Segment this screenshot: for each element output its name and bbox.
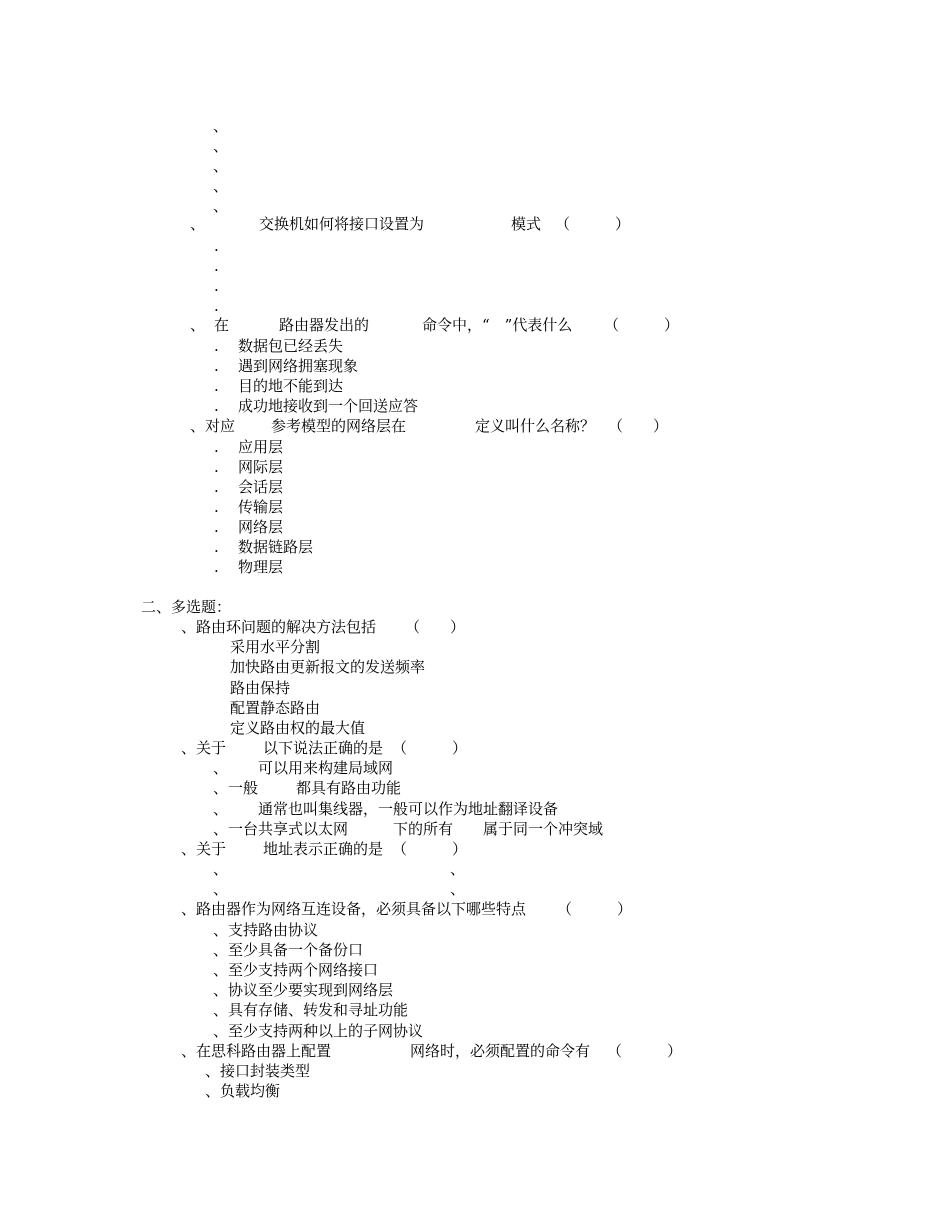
option-letter: .: [214, 337, 219, 355]
option-text: 定义路由权的最大值: [230, 719, 366, 737]
option-letter: .: [214, 498, 219, 516]
question-stem: 路由器发出的: [279, 316, 370, 334]
question-number: 、: [190, 215, 206, 233]
option-text: 数据包已经丢失: [238, 337, 344, 355]
option-text: 物理层: [238, 558, 284, 576]
question-stem: 、在思科路由器上配置: [181, 1042, 332, 1060]
option-letter: .: [214, 257, 219, 275]
question-stem: 地址表示正确的是: [263, 840, 384, 858]
question-stem: 、关于: [181, 840, 227, 858]
option-text: 、一台共享式以太网: [213, 820, 349, 838]
option-text: 、至少支持两个网络接口: [213, 961, 379, 979]
option-text: 数据链路层: [238, 538, 314, 556]
option-marker: 、: [213, 177, 229, 195]
question-stem: 参考模型的网络层在: [271, 417, 407, 435]
option-text: 传输层: [238, 498, 284, 516]
question-stem: 命令中，“ ”代表什么: [422, 316, 573, 334]
question-stem: 定义叫什么名称？: [475, 417, 596, 435]
option-letter: .: [214, 478, 219, 496]
option-text: 配置静态路由: [230, 699, 321, 717]
option-text: 、一般: [213, 779, 259, 797]
option-text: 、: [213, 800, 229, 818]
option-marker: 、: [213, 137, 229, 155]
option-text: 、支持路由协议: [213, 921, 319, 939]
option-marker: 、: [213, 157, 229, 175]
question-stem: 、关于: [181, 739, 227, 757]
option-letter: .: [214, 377, 219, 395]
option-marker: 、: [213, 860, 229, 878]
option-letter: .: [214, 458, 219, 476]
answer-parentheses: （ ）: [604, 316, 680, 334]
question-stem: 、路由器作为网络互连设备，必须具备以下哪些特点: [181, 900, 527, 918]
option-text: 应用层: [238, 438, 284, 456]
option-text: 、协议至少要实现到网络层: [213, 981, 394, 999]
section-heading: 二、多选题：: [141, 598, 232, 616]
answer-parentheses: （ ）: [392, 739, 468, 757]
question-stem: 以下说法正确的是: [263, 739, 384, 757]
answer-parentheses: （ ）: [557, 900, 633, 918]
option-text: 、至少支持两种以上的子网协议: [213, 1022, 424, 1040]
option-text: 加快路由更新报文的发送频率: [230, 658, 426, 676]
question-stem: 交换机如何将接口设置为: [259, 215, 425, 233]
option-text: 网际层: [238, 458, 284, 476]
option-marker: 、: [213, 117, 229, 135]
option-marker: 、: [450, 860, 466, 878]
option-letter: .: [214, 397, 219, 415]
question-stem: 、对应: [190, 417, 236, 435]
option-text: 目的地不能到达: [238, 377, 344, 395]
option-text: 、: [213, 759, 229, 777]
question-stem: 模式: [511, 215, 542, 233]
option-letter: .: [214, 518, 219, 536]
question-stem: 在: [214, 316, 230, 334]
option-letter: .: [214, 237, 219, 255]
question-stem: 、路由环问题的解决方法包括: [181, 618, 377, 636]
option-letter: .: [214, 558, 219, 576]
option-letter: .: [214, 297, 219, 315]
option-text: 下的所有: [393, 820, 454, 838]
option-text: 、负载均衡: [205, 1082, 281, 1100]
option-text: 成功地接收到一个回送应答: [238, 397, 419, 415]
option-letter: .: [214, 538, 219, 556]
option-letter: .: [214, 277, 219, 295]
answer-parentheses: （ ）: [555, 215, 631, 233]
option-marker: 、: [213, 197, 229, 215]
option-text: 通常也叫集线器，一般可以作为地址翻译设备: [258, 800, 559, 818]
option-text: 路由保持: [230, 679, 291, 697]
option-marker: 、: [213, 880, 229, 898]
answer-parentheses: （ ）: [608, 417, 669, 435]
option-text: 采用水平分割: [230, 638, 321, 656]
option-text: 遇到网络拥塞现象: [238, 357, 359, 375]
question-stem: 网络时，必须配置的命令有: [410, 1042, 591, 1060]
answer-parentheses: （ ）: [607, 1042, 683, 1060]
answer-parentheses: （ ）: [392, 840, 468, 858]
option-text: 网络层: [238, 518, 284, 536]
option-marker: 、: [450, 880, 466, 898]
option-text: 属于同一个冲突域: [483, 820, 604, 838]
question-number: 、: [190, 316, 206, 334]
option-text: 、具有存储、转发和寻址功能: [213, 1001, 409, 1019]
option-text: 会话层: [238, 478, 284, 496]
option-text: 可以用来构建局域网: [258, 759, 394, 777]
option-text: 、至少具备一个备份口: [213, 941, 364, 959]
option-text: 都具有路由功能: [296, 779, 402, 797]
option-letter: .: [214, 438, 219, 456]
option-text: 、接口封装类型: [205, 1062, 311, 1080]
option-letter: .: [214, 357, 219, 375]
answer-parentheses: （ ）: [405, 618, 466, 636]
